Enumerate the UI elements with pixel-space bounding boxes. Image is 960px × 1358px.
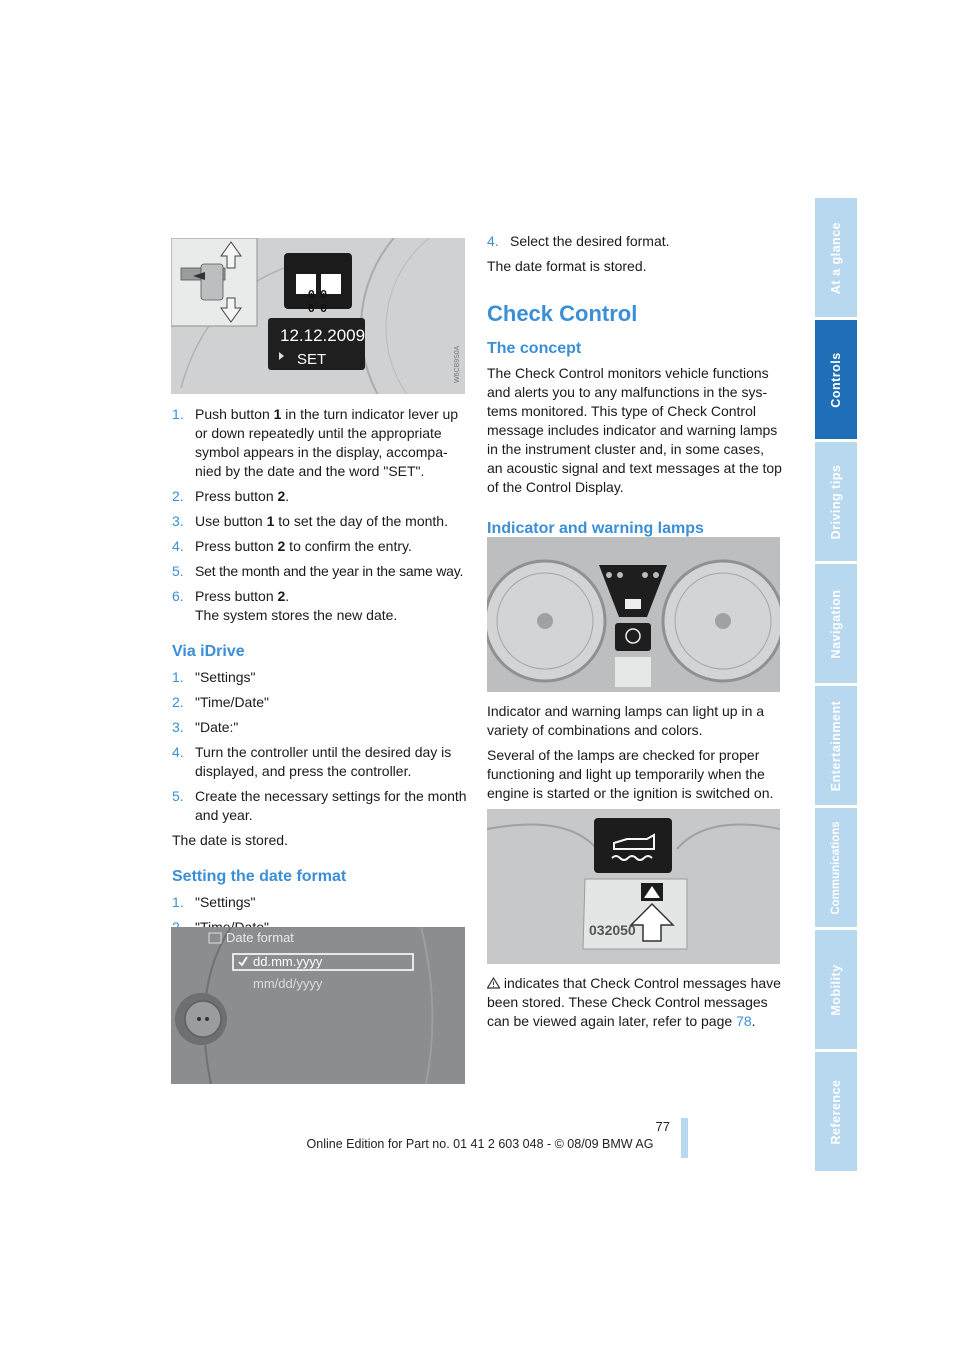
step-text: in the turn indicator lever up or down repeatedly until the appropriate symbol appears in the display, accompa-nied by the date and the word "SET". bbox=[195, 406, 459, 479]
step-number: 3. bbox=[172, 513, 184, 529]
step-number: 3. bbox=[172, 719, 184, 735]
step-text: to set the day of the month. bbox=[274, 513, 448, 529]
button-ref: 2 bbox=[277, 588, 286, 604]
list-item bbox=[172, 718, 467, 737]
step-number: 4. bbox=[172, 538, 184, 554]
page-78-link[interactable]: 78 bbox=[736, 1013, 752, 1029]
heading-date-format: Setting the date format bbox=[172, 868, 347, 885]
tab-label: Reference bbox=[829, 1079, 843, 1144]
step-number: 2. bbox=[172, 694, 184, 710]
odometer-text: 032050 bbox=[589, 922, 636, 938]
instrument-cluster-gauges bbox=[487, 537, 780, 692]
button-ref: 2 bbox=[277, 488, 286, 504]
step-number: 4. bbox=[172, 744, 184, 760]
step-text: Turn the controller until the desired day is displayed, and press the controller. bbox=[195, 744, 452, 779]
check-control-note bbox=[487, 974, 782, 1031]
step-number: 1. bbox=[172, 894, 184, 910]
figure-date-format-screen bbox=[171, 927, 465, 1084]
note-text: indicates that Check Control messages have been stored. These Check Control messages can be viewed again later, refer to page bbox=[487, 975, 781, 1029]
step-text: . bbox=[285, 588, 290, 604]
step-number: 1. bbox=[172, 669, 184, 685]
button-ref: 2 bbox=[277, 538, 286, 554]
step-text: Press button bbox=[195, 538, 278, 554]
lamps-paragraph-1: Indicator and warning lamps can light up in a variety of combinations and colors. bbox=[487, 703, 765, 738]
step-number: 6. bbox=[172, 588, 184, 604]
warning-lamp-illustration bbox=[487, 809, 780, 964]
note-end: . bbox=[751, 1013, 756, 1029]
footer-edition: Online Edition for Part no. 01 41 2 603 048 - © 08/09 BMW AG bbox=[306, 1137, 654, 1151]
list-item bbox=[172, 405, 467, 481]
right-column-top bbox=[487, 232, 782, 538]
list-item bbox=[172, 512, 467, 531]
tab-label: Navigation bbox=[829, 589, 843, 658]
list-item bbox=[172, 743, 467, 781]
figure-date-display bbox=[171, 238, 465, 394]
step-text: Press button bbox=[195, 488, 278, 504]
tab-reference[interactable] bbox=[815, 1052, 857, 1171]
right-column-lamps bbox=[487, 702, 782, 809]
step-text: Set the month and the year in the same way. bbox=[195, 563, 464, 579]
tab-mobility[interactable] bbox=[815, 930, 857, 1049]
list-item bbox=[172, 787, 467, 825]
control-display-illustration bbox=[171, 927, 465, 1084]
tab-label: Controls bbox=[829, 351, 843, 408]
step-result: The system stores the new date. bbox=[195, 607, 398, 623]
option-mm-dd-yyyy: mm/dd/yyyy bbox=[253, 976, 323, 991]
step-number: 1. bbox=[172, 406, 184, 422]
step-text: Create the necessary settings for the month and year. bbox=[195, 788, 467, 823]
step-text: Select the desired format. bbox=[510, 233, 670, 249]
step-text: Press button bbox=[195, 588, 278, 604]
button-ref: 1 bbox=[266, 513, 275, 529]
tab-controls[interactable] bbox=[815, 320, 857, 439]
list-item bbox=[172, 587, 467, 625]
step-text: "Settings" bbox=[195, 669, 256, 685]
warning-triangle-icon bbox=[487, 977, 500, 989]
tab-label: Driving tips bbox=[829, 464, 843, 539]
page-number: 77 bbox=[655, 1119, 670, 1134]
list-item bbox=[172, 693, 467, 712]
option-dd-mm-yyyy: dd.mm.yyyy bbox=[253, 954, 323, 969]
list-item bbox=[172, 893, 467, 912]
step-number: 4. bbox=[487, 233, 499, 249]
lamps-paragraph-2: Several of the lamps are checked for proper functioning and light up temporarily when the engine is started or the ignition is switched on. bbox=[487, 747, 774, 801]
tab-label: Mobility bbox=[829, 963, 843, 1016]
chapter-tabs bbox=[815, 198, 857, 1174]
instrument-cluster-illustration bbox=[171, 238, 465, 394]
figure-instrument-cluster bbox=[487, 537, 780, 692]
section-title-check-control: Check Control bbox=[487, 301, 638, 326]
tab-navigation[interactable] bbox=[815, 564, 857, 683]
list-item bbox=[172, 562, 467, 581]
figure-check-control-symbol bbox=[487, 809, 780, 964]
step-text: "Time/Date" bbox=[195, 694, 269, 710]
button-ref: 1 bbox=[273, 406, 282, 422]
heading-the-concept: The concept bbox=[487, 340, 582, 357]
list-item bbox=[172, 668, 467, 687]
svg-text:W6CB9S0A: W6CB9S0A bbox=[454, 345, 461, 383]
step-text: "Date:" bbox=[195, 719, 239, 735]
right-column-note bbox=[487, 974, 782, 1037]
step-number: 5. bbox=[172, 563, 184, 579]
tab-communications[interactable] bbox=[815, 808, 857, 927]
tab-driving-tips[interactable] bbox=[815, 442, 857, 561]
heading-indicator-lamps: Indicator and warning lamps bbox=[487, 520, 704, 537]
step-number: 2. bbox=[172, 488, 184, 504]
step-number: 5. bbox=[172, 788, 184, 804]
step-text: . bbox=[285, 488, 290, 504]
screen-title: Date format bbox=[226, 930, 294, 945]
tab-entertainment[interactable] bbox=[815, 686, 857, 805]
tab-label: Communications bbox=[830, 820, 842, 915]
heading-via-idrive: Via iDrive bbox=[172, 643, 245, 660]
step-text: Use button bbox=[195, 513, 267, 529]
step-text: Push button bbox=[195, 406, 274, 422]
step-text: to confirm the entry. bbox=[285, 538, 412, 554]
tab-label: At a glance bbox=[829, 221, 843, 294]
display-set-text: SET bbox=[297, 351, 327, 368]
tab-label: Entertainment bbox=[829, 700, 843, 791]
list-item bbox=[487, 232, 782, 251]
idrive-result: The date is stored. bbox=[172, 832, 288, 848]
tab-at-a-glance[interactable] bbox=[815, 198, 857, 317]
list-item bbox=[172, 537, 467, 556]
left-column-steps bbox=[172, 405, 467, 968]
concept-paragraph: The Check Control monitors vehicle functions and alerts you to any malfunctions in the sys-tems monitored. This type of Check Control message includes indicator and warning lamps in the instrument cluster and, in some cases, an acoustic signal and text messages at the top of the Control Display. bbox=[487, 365, 782, 495]
display-top-text: 00 00 bbox=[307, 288, 333, 316]
display-date-text: 12.12.2009 bbox=[280, 326, 366, 345]
step-text: "Settings" bbox=[195, 894, 256, 910]
format-stored-text: The date format is stored. bbox=[487, 258, 647, 274]
list-item bbox=[172, 487, 467, 506]
